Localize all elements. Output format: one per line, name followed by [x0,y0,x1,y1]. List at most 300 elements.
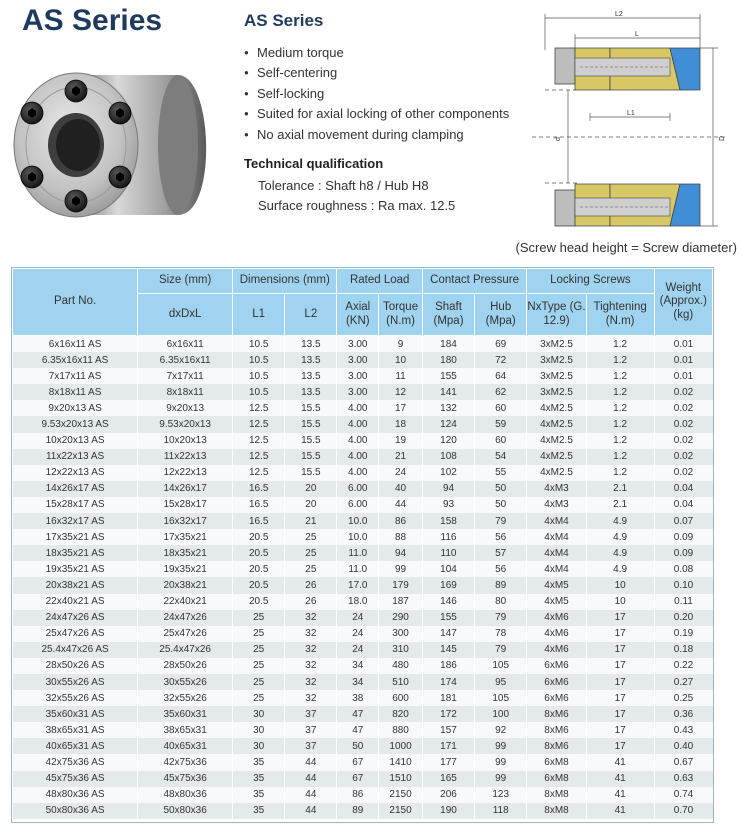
cell-screw-type: 4xM6 [527,642,586,658]
cell-shaft: 158 [422,513,474,529]
cell-axial: 3.00 [337,336,379,353]
cell-part-no: 19x35x21 AS [13,561,138,577]
cell-weight: 0.07 [654,513,712,529]
cell-torque: 290 [379,610,423,626]
table-row [13,642,713,658]
cell-tightening: 4.9 [586,529,654,545]
cell-screw-type: 4xM2.5 [527,416,586,432]
cell-screw-type: 4xM3 [527,497,586,513]
cell-hub: 80 [475,594,527,610]
cell-tightening: 17 [586,610,654,626]
cell-size: 8x18x11 [138,384,233,400]
cell-part-no: 6x16x11 AS [13,336,138,353]
cell-l2: 21 [285,513,337,529]
cell-weight: 0.02 [654,449,712,465]
cell-shaft: 145 [422,642,474,658]
cell-axial: 17.0 [337,577,379,593]
cell-hub: 57 [475,545,527,561]
cell-axial: 34 [337,658,379,674]
cell-l2: 26 [285,577,337,593]
cell-screw-type: 6xM6 [527,674,586,690]
cell-shaft: 174 [422,674,474,690]
table-row [13,336,713,353]
cell-weight: 0.67 [654,754,712,770]
cell-size: 10x20x13 [138,433,233,449]
cell-l1: 16.5 [233,497,285,513]
cell-weight: 0.01 [654,368,712,384]
cell-size: 48x80x36 [138,787,233,803]
cell-shaft: 177 [422,754,474,770]
cell-screw-type: 4xM2.5 [527,449,586,465]
cell-tightening: 1.2 [586,449,654,465]
cell-weight: 0.20 [654,610,712,626]
cell-part-no: 9x20x13 AS [13,400,138,416]
cell-l1: 10.5 [233,336,285,353]
cell-l2: 15.5 [285,433,337,449]
table-row [13,706,713,722]
cell-axial: 11.0 [337,545,379,561]
cell-tightening: 17 [586,690,654,706]
cell-hub: 56 [475,561,527,577]
cell-screw-type: 4xM5 [527,594,586,610]
cell-l1: 12.5 [233,449,285,465]
cell-tightening: 1.2 [586,384,654,400]
cell-size: 32x55x26 [138,690,233,706]
cell-tightening: 2.1 [586,497,654,513]
header-l1: L1 [233,294,285,336]
cell-screw-type: 8xM8 [527,787,586,803]
cell-torque: 187 [379,594,423,610]
locking-assembly-photo [8,55,226,235]
cell-size: 25x47x26 [138,626,233,642]
cell-part-no: 25.4x47x26 AS [13,642,138,658]
cell-l2: 32 [285,690,337,706]
cell-l1: 30 [233,706,285,722]
cell-tightening: 41 [586,787,654,803]
cell-axial: 24 [337,610,379,626]
cell-shaft: 155 [422,610,474,626]
cell-axial: 3.00 [337,384,379,400]
cell-weight: 0.19 [654,626,712,642]
cell-l1: 20.5 [233,529,285,545]
cell-torque: 17 [379,400,423,416]
header-locking-screws: Locking Screws [527,269,654,294]
table-row [13,465,713,481]
cell-size: 30x55x26 [138,674,233,690]
cell-torque: 88 [379,529,423,545]
table-row [13,449,713,465]
header-size: Size (mm) [138,269,233,294]
cell-l2: 15.5 [285,465,337,481]
cell-weight: 0.63 [654,771,712,787]
cell-l1: 12.5 [233,416,285,432]
cell-part-no: 50x80x36 AS [13,803,138,819]
cell-size: 9.53x20x13 [138,416,233,432]
cell-screw-type: 3xM2.5 [527,352,586,368]
cell-tightening: 17 [586,706,654,722]
cell-shaft: 171 [422,738,474,754]
table-row [13,368,713,384]
cell-part-no: 12x22x13 AS [13,465,138,481]
cell-tightening: 4.9 [586,561,654,577]
cell-l1: 30 [233,738,285,754]
feature-item: ● No axial movement during clamping [244,125,509,145]
cell-tightening: 17 [586,642,654,658]
cell-tightening: 10 [586,594,654,610]
cell-weight: 0.25 [654,690,712,706]
cell-size: 12x22x13 [138,465,233,481]
cell-part-no: 8x18x11 AS [13,384,138,400]
cell-weight: 0.02 [654,416,712,432]
cell-torque: 94 [379,545,423,561]
cell-shaft: 102 [422,465,474,481]
cell-l2: 37 [285,738,337,754]
cell-screw-type: 4xM2.5 [527,433,586,449]
feature-item: ● Suited for axial locking of other components [244,104,509,124]
cell-weight: 0.02 [654,384,712,400]
cell-axial: 47 [337,722,379,738]
cell-hub: 123 [475,787,527,803]
cell-axial: 89 [337,803,379,819]
cell-weight: 0.10 [654,577,712,593]
cell-hub: 99 [475,771,527,787]
cell-shaft: 104 [422,561,474,577]
cell-screw-type: 4xM6 [527,610,586,626]
cell-part-no: 24x47x26 AS [13,610,138,626]
cell-hub: 79 [475,513,527,529]
cell-screw-type: 4xM4 [527,513,586,529]
cell-size: 40x65x31 [138,738,233,754]
cell-screw-type: 6xM6 [527,690,586,706]
header-tightening: Tightening (N.m) [586,294,654,336]
cell-screw-type: 6xM8 [527,771,586,787]
cell-hub: 79 [475,642,527,658]
cell-l2: 20 [285,497,337,513]
cell-weight: 0.02 [654,433,712,449]
table-row [13,497,713,513]
cell-size: 28x50x26 [138,658,233,674]
cell-part-no: 20x38x21 AS [13,577,138,593]
cell-shaft: 108 [422,449,474,465]
cell-screw-type: 8xM6 [527,722,586,738]
table-row [13,674,713,690]
cell-torque: 1000 [379,738,423,754]
header-axial: Axial (KN) [337,294,379,336]
cell-axial: 6.00 [337,497,379,513]
cell-size: 6.35x16x11 [138,352,233,368]
cell-screw-type: 8xM8 [527,803,586,819]
cell-size: 35x60x31 [138,706,233,722]
cell-size: 24x47x26 [138,610,233,626]
cell-size: 20x38x21 [138,577,233,593]
cell-part-no: 18x35x21 AS [13,545,138,561]
cell-size: 16x32x17 [138,513,233,529]
cell-l1: 25 [233,674,285,690]
cell-axial: 4.00 [337,416,379,432]
table-row [13,384,713,400]
cell-l2: 37 [285,722,337,738]
cell-weight: 0.22 [654,658,712,674]
cell-tightening: 17 [586,626,654,642]
header-part-no: Part No. [13,269,138,336]
cell-torque: 19 [379,433,423,449]
cell-weight: 0.40 [654,738,712,754]
cell-l2: 20 [285,481,337,497]
cell-screw-type: 4xM2.5 [527,465,586,481]
cell-size: 19x35x21 [138,561,233,577]
cell-tightening: 17 [586,674,654,690]
cell-shaft: 184 [422,336,474,353]
cell-part-no: 6.35x16x11 AS [13,352,138,368]
cell-axial: 3.00 [337,352,379,368]
cell-screw-type: 6xM6 [527,658,586,674]
cell-torque: 510 [379,674,423,690]
cell-hub: 50 [475,481,527,497]
cell-torque: 179 [379,577,423,593]
cell-screw-type: 4xM6 [527,626,586,642]
cell-l2: 26 [285,594,337,610]
feature-item: ● Medium torque [244,43,509,63]
cell-l1: 12.5 [233,465,285,481]
table-row [13,433,713,449]
cell-l2: 13.5 [285,352,337,368]
cell-hub: 64 [475,368,527,384]
cell-torque: 40 [379,481,423,497]
table-row [13,577,713,593]
cell-part-no: 16x32x17 AS [13,513,138,529]
technical-qualification-heading: Technical qualification [244,156,384,171]
table-row [13,722,713,738]
cell-screw-type: 8xM6 [527,706,586,722]
cell-hub: 72 [475,352,527,368]
cell-tightening: 1.2 [586,336,654,353]
cell-screw-type: 4xM4 [527,545,586,561]
cell-l2: 44 [285,803,337,819]
cell-axial: 6.00 [337,481,379,497]
cell-axial: 10.0 [337,513,379,529]
cell-part-no: 14x26x17 AS [13,481,138,497]
cell-torque: 18 [379,416,423,432]
cell-weight: 0.36 [654,706,712,722]
header-size-sub: dxDxL [138,294,233,336]
cell-l1: 35 [233,787,285,803]
cell-screw-type: 8xM6 [527,738,586,754]
table-row [13,416,713,432]
cell-torque: 1510 [379,771,423,787]
cell-part-no: 28x50x26 AS [13,658,138,674]
cell-l1: 35 [233,803,285,819]
cell-tightening: 41 [586,771,654,787]
cell-torque: 1410 [379,754,423,770]
cell-torque: 600 [379,690,423,706]
cell-l2: 25 [285,561,337,577]
cell-l1: 20.5 [233,561,285,577]
cell-size: 38x65x31 [138,722,233,738]
screw-head-note: (Screw head height = Screw diameter) [515,240,737,255]
cell-torque: 86 [379,513,423,529]
tolerance-text: Tolerance : Shaft h8 / Hub H8 [258,178,429,193]
cell-tightening: 17 [586,722,654,738]
cell-l2: 37 [285,706,337,722]
cell-part-no: 10x20x13 AS [13,433,138,449]
cell-weight: 0.43 [654,722,712,738]
cell-part-no: 40x65x31 AS [13,738,138,754]
cell-size: 25.4x47x26 [138,642,233,658]
cell-tightening: 4.9 [586,545,654,561]
cell-l1: 25 [233,610,285,626]
cell-shaft: 181 [422,690,474,706]
cell-hub: 69 [475,336,527,353]
cell-shaft: 110 [422,545,474,561]
cell-weight: 0.09 [654,529,712,545]
cell-size: 14x26x17 [138,481,233,497]
cell-part-no: 15x28x17 AS [13,497,138,513]
cell-hub: 62 [475,384,527,400]
label-d-large: D [719,135,726,141]
cell-hub: 78 [475,626,527,642]
cell-l2: 32 [285,610,337,626]
cell-hub: 55 [475,465,527,481]
cell-screw-type: 4xM4 [527,561,586,577]
cell-part-no: 22x40x21 AS [13,594,138,610]
header-hub: Hub (Mpa) [475,294,527,336]
cell-l2: 44 [285,754,337,770]
cell-l1: 12.5 [233,433,285,449]
section-title: AS Series [244,11,324,30]
cell-axial: 4.00 [337,465,379,481]
cell-shaft: 94 [422,481,474,497]
cell-axial: 38 [337,690,379,706]
cell-weight: 0.27 [654,674,712,690]
cell-l2: 15.5 [285,400,337,416]
table-row [13,626,713,642]
cell-size: 50x80x36 [138,803,233,819]
cell-tightening: 41 [586,754,654,770]
cell-shaft: 132 [422,400,474,416]
feature-list [244,43,509,145]
specification-table [12,268,713,819]
cell-l2: 32 [285,674,337,690]
cell-tightening: 1.2 [586,368,654,384]
cell-size: 45x75x36 [138,771,233,787]
cell-l1: 12.5 [233,400,285,416]
table-row [13,352,713,368]
cell-tightening: 1.2 [586,465,654,481]
header-shaft: Shaft (Mpa) [422,294,474,336]
table-row [13,738,713,754]
cell-axial: 11.0 [337,561,379,577]
cell-l2: 32 [285,642,337,658]
cell-shaft: 146 [422,594,474,610]
cell-part-no: 48x80x36 AS [13,787,138,803]
header-dimensions: Dimensions (mm) [233,269,337,294]
cell-size: 18x35x21 [138,545,233,561]
cell-l2: 13.5 [285,384,337,400]
cell-axial: 10.0 [337,529,379,545]
cell-weight: 0.70 [654,803,712,819]
cell-shaft: 147 [422,626,474,642]
cell-part-no: 32x55x26 AS [13,690,138,706]
header-l2: L2 [285,294,337,336]
cell-weight: 0.04 [654,481,712,497]
cell-weight: 0.09 [654,545,712,561]
cell-shaft: 186 [422,658,474,674]
cell-size: 11x22x13 [138,449,233,465]
cell-hub: 99 [475,754,527,770]
cell-shaft: 116 [422,529,474,545]
table-row [13,610,713,626]
table-row [13,771,713,787]
cell-screw-type: 4xM2.5 [527,400,586,416]
cell-torque: 310 [379,642,423,658]
cell-weight: 0.74 [654,787,712,803]
cell-weight: 0.11 [654,594,712,610]
cell-hub: 92 [475,722,527,738]
table-row [13,513,713,529]
cell-screw-type: 4xM4 [527,529,586,545]
table-row [13,803,713,819]
cell-axial: 24 [337,626,379,642]
cell-tightening: 1.2 [586,433,654,449]
cell-l2: 13.5 [285,368,337,384]
cell-hub: 79 [475,610,527,626]
cell-l1: 25 [233,642,285,658]
cell-weight: 0.01 [654,352,712,368]
cell-shaft: 124 [422,416,474,432]
cell-tightening: 1.2 [586,400,654,416]
cell-l1: 10.5 [233,352,285,368]
cell-torque: 480 [379,658,423,674]
table-row [13,594,713,610]
cell-hub: 54 [475,449,527,465]
cell-tightening: 41 [586,803,654,819]
cell-size: 15x28x17 [138,497,233,513]
cell-axial: 4.00 [337,400,379,416]
cell-size: 9x20x13 [138,400,233,416]
cell-torque: 21 [379,449,423,465]
cell-size: 22x40x21 [138,594,233,610]
cell-l2: 25 [285,545,337,561]
cell-size: 7x17x11 [138,368,233,384]
cell-l1: 25 [233,690,285,706]
cell-axial: 67 [337,754,379,770]
roughness-text: Surface roughness : Ra max. 12.5 [258,198,456,213]
cell-size: 6x16x11 [138,336,233,353]
cell-tightening: 17 [586,658,654,674]
cell-l1: 35 [233,754,285,770]
cell-axial: 50 [337,738,379,754]
cell-part-no: 35x60x31 AS [13,706,138,722]
cell-hub: 60 [475,400,527,416]
cell-l1: 10.5 [233,384,285,400]
cell-axial: 18.0 [337,594,379,610]
label-l: L [635,31,639,38]
cell-l2: 13.5 [285,336,337,353]
cell-torque: 820 [379,706,423,722]
table-row [13,754,713,770]
cell-l2: 25 [285,529,337,545]
cross-section-diagram [530,8,730,233]
cell-shaft: 165 [422,771,474,787]
cell-l1: 25 [233,626,285,642]
cell-weight: 0.08 [654,561,712,577]
cell-l2: 32 [285,658,337,674]
cell-part-no: 42x75x36 AS [13,754,138,770]
cell-l1: 10.5 [233,368,285,384]
cell-size: 42x75x36 [138,754,233,770]
cell-shaft: 141 [422,384,474,400]
cell-axial: 47 [337,706,379,722]
